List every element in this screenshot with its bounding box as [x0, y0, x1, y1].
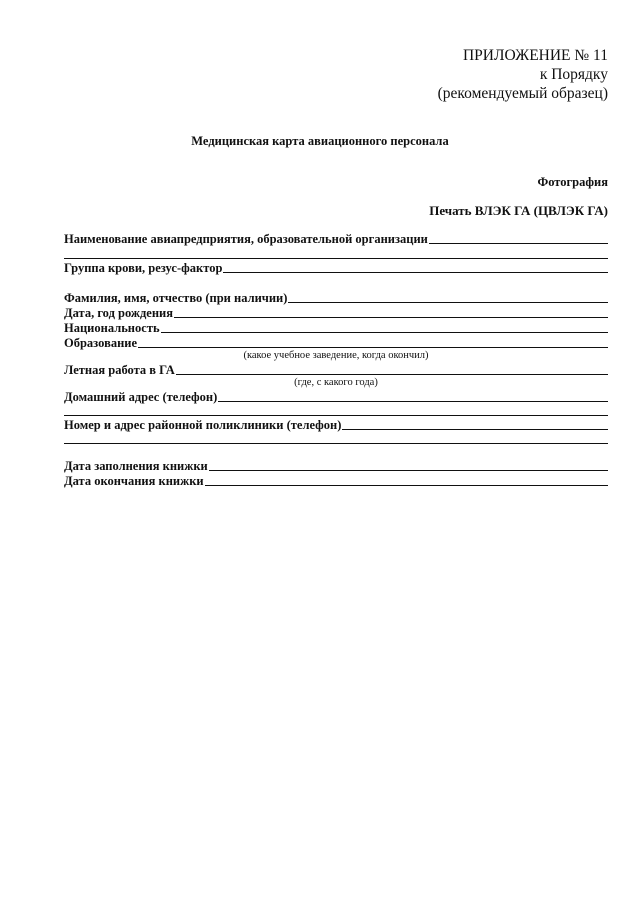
flight-work-hint: (где, с какого года)	[294, 377, 378, 388]
nationality-label: Национальность	[64, 321, 160, 335]
birth-date-label: Дата, год рождения	[64, 306, 174, 320]
clinic-field	[64, 417, 608, 432]
education-field	[64, 335, 608, 350]
education-line[interactable]	[138, 347, 608, 348]
flight-work-label: Летная работа в ГА	[64, 363, 175, 377]
full-name-line[interactable]	[288, 302, 608, 303]
photo-label: Фотография	[537, 175, 608, 189]
flight-work-field	[64, 362, 608, 377]
fill-date-field	[64, 458, 608, 473]
birth-date-line[interactable]	[174, 317, 608, 318]
document-title: Медицинская карта авиационного персонала	[191, 134, 449, 148]
nationality-line[interactable]	[161, 332, 608, 333]
blood-group-label: Группа крови, резус-фактор	[64, 261, 223, 275]
flight-work-line[interactable]	[176, 374, 608, 375]
end-date-field	[64, 473, 608, 488]
end-date-label: Дата окончания книжки	[64, 474, 204, 488]
appendix-number: ПРИЛОЖЕНИЕ № 11	[462, 47, 608, 64]
end-date-line[interactable]	[205, 485, 608, 486]
fill-date-line[interactable]	[209, 470, 608, 471]
blood-group-field	[64, 260, 608, 275]
home-address-field	[64, 389, 608, 404]
home-address-label: Домашний адрес (телефон)	[64, 390, 218, 404]
appendix-sample-note: (рекомендуемый образец)	[437, 85, 608, 102]
education-hint: (какое учебное заведение, когда окончил)	[243, 350, 429, 361]
stamp-label: Печать ВЛЭК ГА (ЦВЛЭК ГА)	[429, 203, 608, 218]
medical-card-form	[64, 231, 608, 488]
appendix-header	[438, 46, 608, 103]
clinic-line[interactable]	[342, 429, 608, 430]
education-label: Образование	[64, 336, 138, 350]
clinic-label: Номер и адрес районной поликлиники (телефон)	[64, 418, 342, 432]
appendix-reference: к Порядку	[539, 66, 608, 83]
full-name-field	[64, 290, 608, 305]
home-address-line[interactable]	[218, 401, 608, 402]
organization-line[interactable]	[429, 243, 608, 244]
full-name-label: Фамилия, имя, отчество (при наличии)	[64, 291, 288, 305]
organization-label: Наименование авиапредприятия, образовательной организации	[64, 232, 428, 246]
birth-date-field	[64, 305, 608, 320]
organization-field	[64, 231, 608, 246]
blood-group-line[interactable]	[223, 272, 608, 273]
nationality-field	[64, 320, 608, 335]
fill-date-label: Дата заполнения книжки	[64, 459, 208, 473]
